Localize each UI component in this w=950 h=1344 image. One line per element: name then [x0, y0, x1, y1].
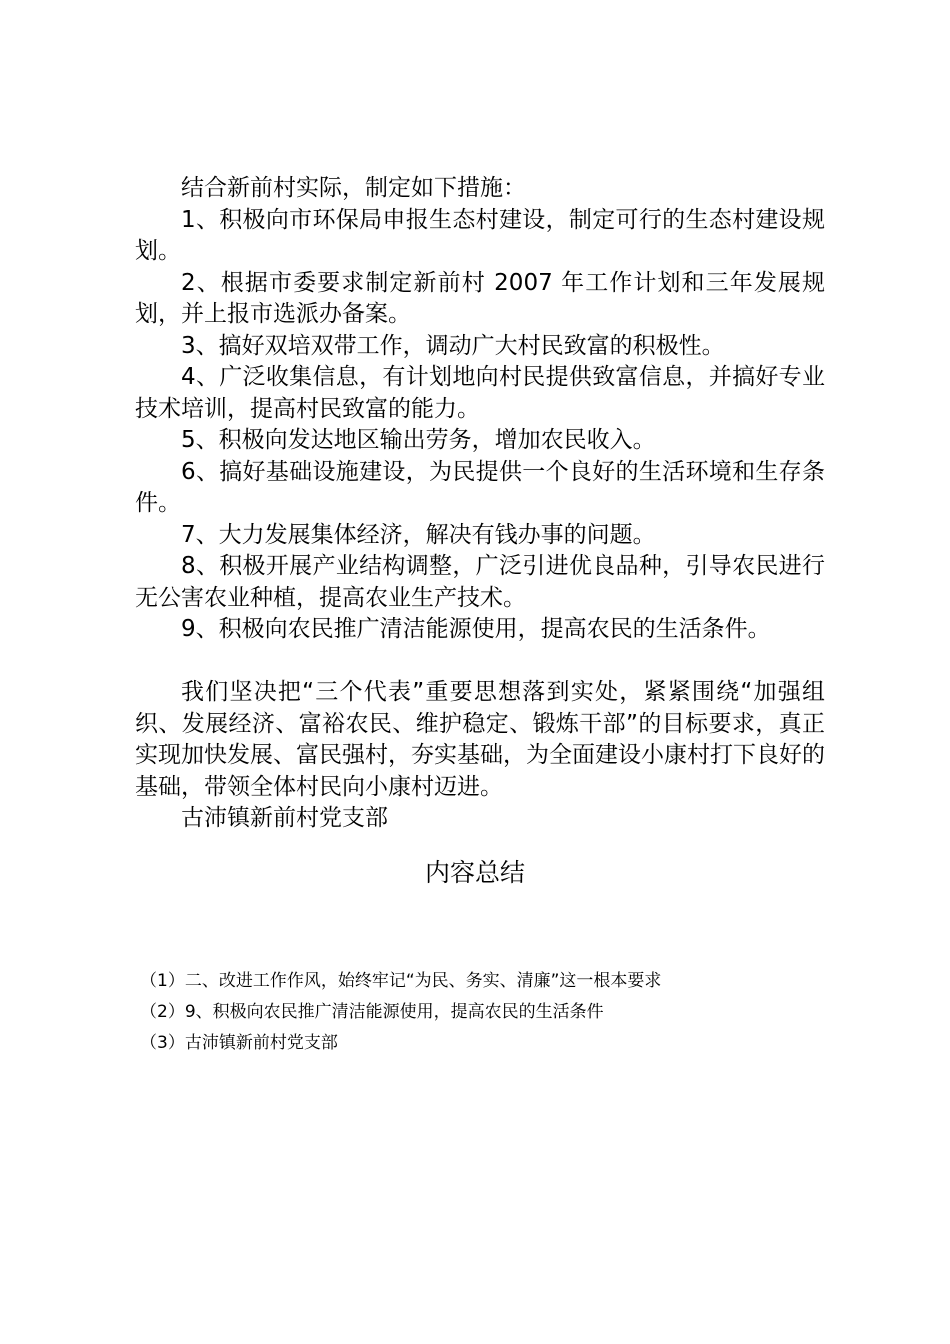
signature: 古沛镇新前村党支部 [181, 805, 388, 831]
measure-item-9: 9、积极向农民推广清洁能源使用，提高农民的生活条件。 [181, 616, 771, 642]
measure-item-2: 2、根据市委要求制定新前村 2007 年工作计划和三年发展规划，并上报市选派办备案。 [135, 269, 825, 327]
summary-item-3: （3）古沛镇新前村党支部 [140, 1033, 338, 1053]
closing-paragraph: 我们坚决把“三个代表”重要思想落到实处，紧紧围绕“加强组织、发展经济、富裕农民、维护稳定、锻炼干部”的目标要求，真正实现加快发展、富民强村，夯实基础，为全面建设小康村打下良好的基础，带领全体村民向小康村迈进。 [135, 679, 825, 800]
summary-title: 内容总结 [424, 858, 525, 887]
summary-list [140, 966, 840, 1059]
paragraph-spacer [135, 646, 825, 678]
measure-item-8: 8、积极开展产业结构调整，广泛引进优良品种，引导农民进行无公害农业种植，提高农业生产技术。 [135, 553, 825, 611]
intro-paragraph: 结合新前村实际，制定如下措施： [181, 175, 526, 201]
measure-item-5: 5、积极向发达地区输出劳务，增加农民收入。 [181, 427, 656, 453]
measure-item-4: 4、广泛收集信息，有计划地向村民提供致富信息，并搞好专业技术培训，提高村民致富的能力。 [135, 364, 825, 422]
summary-item-1: （1）二、改进工作作风，始终牢记“为民、务实、清廉”这一根本要求 [140, 971, 662, 991]
measure-item-6: 6、搞好基础设施建设，为民提供一个良好的生活环境和生存条件。 [135, 458, 825, 516]
measure-item-1: 1、积极向市环保局申报生态村建设，制定可行的生态村建设规划。 [135, 206, 825, 264]
measure-item-7: 7、大力发展集体经济，解决有钱办事的问题。 [181, 521, 656, 548]
measure-item-3: 3、搞好双培双带工作，调动广大村民致富的积极性。 [181, 332, 725, 359]
summary-item-2: （2）9、积极向农民推广清洁能源使用，提高农民的生活条件 [140, 1002, 604, 1022]
document-body [135, 173, 825, 835]
